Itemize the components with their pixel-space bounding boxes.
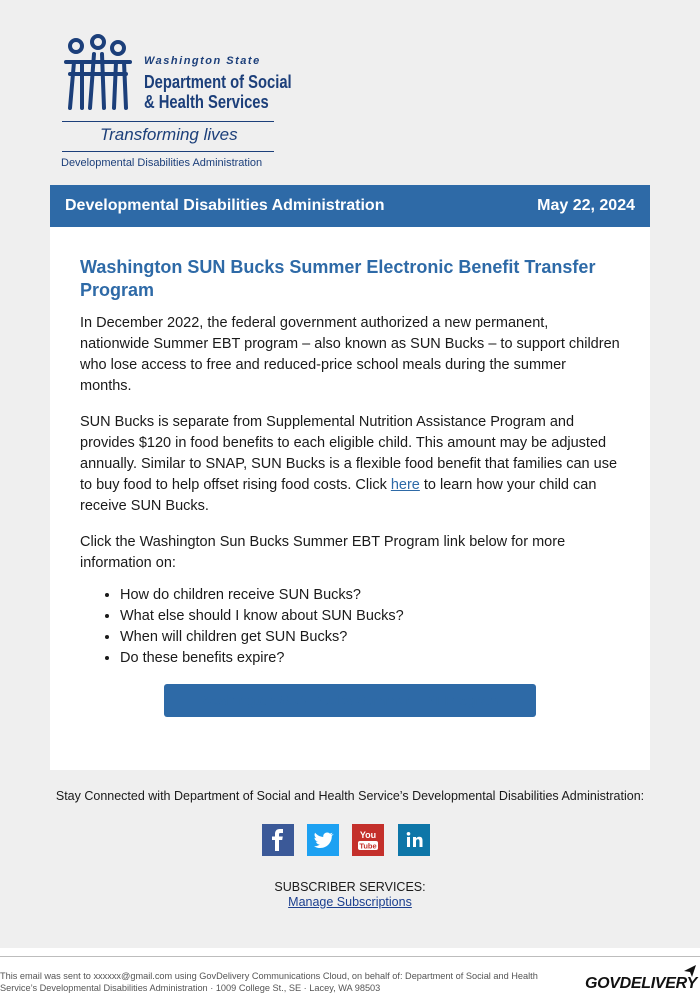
list-item: • Do these benefits expire? — [120, 648, 620, 669]
list-item: • What else should I know about SUN Bucks? — [120, 606, 620, 627]
logo-dept-line1: Department of Social — [144, 72, 292, 92]
article-heading: Washington SUN Bucks Summer Electronic Benefit Transfer Program — [80, 257, 596, 300]
article-card — [50, 227, 650, 770]
youtube-icon-text: You — [359, 830, 377, 840]
logo-divider — [62, 151, 274, 152]
header-bar — [50, 185, 650, 227]
sun-bucks-program-button[interactable]: Washington SUN Bucks Summer EBT Program — [164, 684, 536, 717]
dshs-logo — [60, 34, 292, 174]
paragraph-text: to learn how your child can receive SUN Bucks. — [80, 477, 597, 514]
footer — [0, 948, 700, 1000]
paragraph-text: SUN Bucks is separate from Supplemental Nutrition Assistance Program and provides $120 in food benefits to each eligible child. This amount may be adjusted annually. Similar to SNAP, SUN Bucks is a flexible food benefit that families can use to buy food to help offset rising food costs. Click — [80, 414, 618, 493]
linkedin-icon[interactable] — [398, 824, 430, 856]
subscriber-services — [0, 880, 700, 910]
youtube-icon[interactable] — [352, 824, 384, 856]
manage-subscriptions-link[interactable]: Manage Subscriptions — [288, 895, 412, 909]
logo-tagline: Transforming lives — [100, 125, 238, 144]
here-link[interactable]: here — [390, 477, 420, 493]
facebook-icon[interactable] — [262, 824, 294, 856]
govdelivery-logo: GOVDELIVERY — [585, 975, 697, 992]
header-title: Developmental Disabilities Administration — [65, 197, 385, 214]
logo-division: Developmental Disabilities Administration — [61, 157, 263, 169]
dshs-people-icon — [60, 34, 140, 114]
article-paragraph: In December 2022, the federal government authorized a new permanent, nationwide Summer EBT program – also known as SUN Bucks – to support children who lose access to free and reduced-price school meals during the summer months. — [80, 315, 620, 394]
logo-state: Washington State — [144, 55, 261, 67]
article-paragraph: Click the Washington Sun Bucks Summer EBT Program link below for more information on: — [80, 534, 566, 571]
twitter-icon[interactable] — [307, 824, 339, 856]
list-item: • How do children receive SUN Bucks? — [120, 585, 620, 606]
article-paragraph — [80, 412, 620, 517]
subscriber-title: SUBSCRIBER SERVICES: — [274, 880, 426, 894]
footer-divider — [0, 956, 700, 957]
youtube-icon-text: Tube — [359, 841, 377, 851]
logo-dept-line2: & Health Services — [144, 92, 269, 112]
logo-divider — [62, 121, 274, 122]
footer-disclaimer: This email was sent to xxxxxx@gmail.com using GovDelivery Communications Cloud, on behalf of: Department of Social and Health Service’s Developmental Disabilities Administration · 1009 College St., SE · Lacey, WA 98503 — [0, 971, 538, 993]
stay-connected-text: Stay Connected with Department of Social and Health Service’s Developmental Disabilities Administration: — [55, 789, 645, 803]
header-date: May 22, 2024 — [537, 197, 635, 214]
list-item: • When will children get SUN Bucks? — [120, 627, 620, 648]
faq-list — [80, 585, 620, 669]
govdelivery-mark-icon — [683, 964, 697, 978]
